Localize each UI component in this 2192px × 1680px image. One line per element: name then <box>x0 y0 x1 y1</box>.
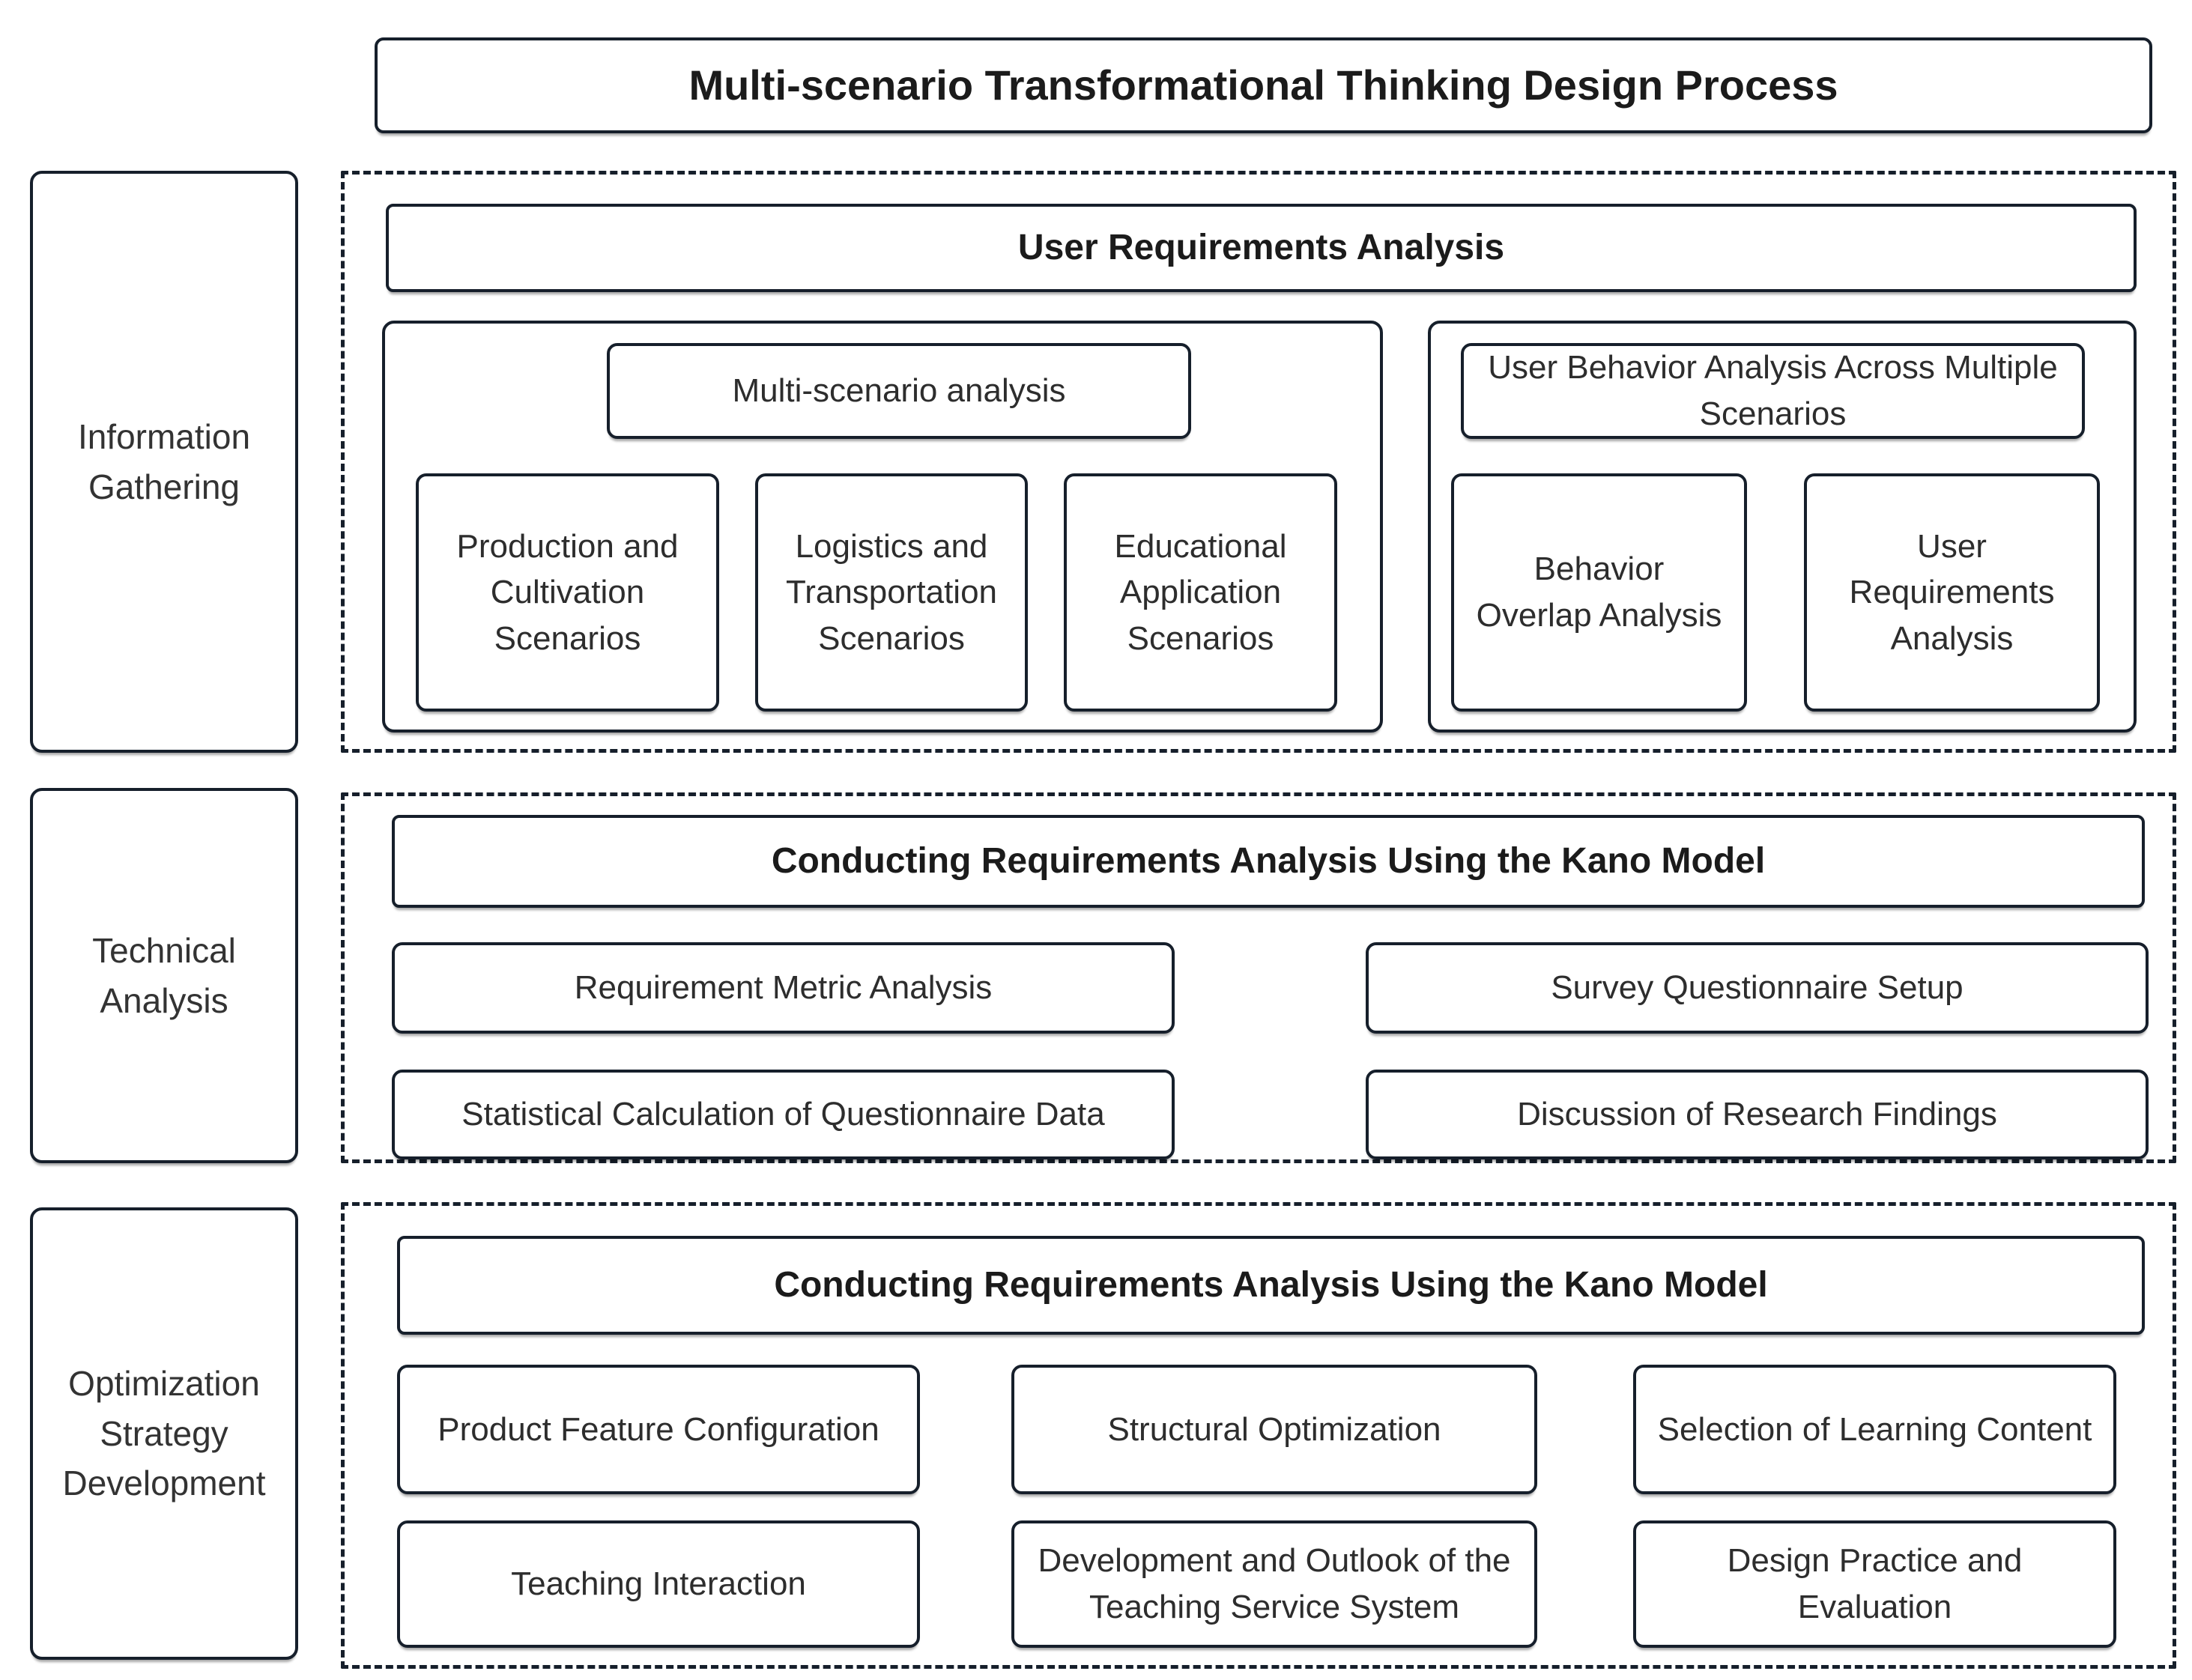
statistical-calculation-box <box>392 1070 1175 1159</box>
box-text: Requirement Metric Analysis <box>574 969 993 1007</box>
box-text: Statistical Calculation of Questionnaire Data <box>461 1096 1105 1133</box>
design-practice-evaluation-box <box>1633 1520 2116 1648</box>
box-text: Discussion of Research Findings <box>1517 1096 1997 1133</box>
requirement-metric-analysis-box <box>392 942 1175 1034</box>
box-text: Logistics and Transportation Scenarios <box>785 527 998 657</box>
box-text: Selection of Learning Content <box>1657 1410 2092 1448</box>
box-text: Educational Application Scenarios <box>1114 527 1287 657</box>
box-text: User Requirements Analysis <box>1849 527 2055 657</box>
structural-optimization-box <box>1011 1365 1537 1494</box>
section-header-text: User Requirements Analysis <box>1017 228 1505 268</box>
box-text: Structural Optimization <box>1107 1410 1441 1448</box>
multi-scenario-analysis-label <box>607 343 1191 439</box>
kano-model-header-optimization <box>397 1236 2145 1335</box>
teaching-interaction-box <box>397 1520 920 1648</box>
logistics-transportation-scenarios-box <box>755 473 1028 712</box>
behavior-overlap-analysis-box <box>1451 473 1747 712</box>
survey-questionnaire-setup-box <box>1366 942 2149 1034</box>
group-header-text: User Behavior Analysis Across Multiple Scenarios <box>1488 349 2058 432</box>
phase-information-gathering <box>30 171 298 753</box>
educational-application-scenarios-box <box>1064 473 1337 712</box>
user-requirements-analysis-box <box>1804 473 2100 712</box>
diagram-title-text: Multi-scenario Transformational Thinking Design Process <box>688 61 1838 109</box>
section-header-text: Conducting Requirements Analysis Using the Kano Model <box>774 1265 1768 1306</box>
kano-model-header-technical <box>392 815 2145 908</box>
discussion-research-findings-box <box>1366 1070 2149 1159</box>
box-text: Survey Questionnaire Setup <box>1551 969 1964 1007</box>
phase-label: Information Gathering <box>77 416 251 506</box>
diagram-title <box>375 37 2152 133</box>
section-header-text: Conducting Requirements Analysis Using the Kano Model <box>771 841 1766 882</box>
box-text: Teaching Interaction <box>511 1565 806 1603</box>
phase-label: Optimization Strategy Development <box>62 1363 266 1503</box>
selection-learning-content-box <box>1633 1365 2116 1494</box>
phase-technical-analysis <box>30 788 298 1163</box>
box-text: Production and Cultivation Scenarios <box>456 527 679 657</box>
production-cultivation-scenarios-box <box>416 473 719 712</box>
user-requirements-analysis-header <box>386 204 2137 292</box>
phase-label: Technical Analysis <box>92 930 236 1020</box>
group-header-text: Multi-scenario analysis <box>732 372 1066 410</box>
phase-optimization-strategy-development <box>30 1207 298 1660</box>
box-text: Design Practice and Evaluation <box>1727 1542 2023 1625</box>
development-outlook-teaching-service-box <box>1011 1520 1537 1648</box>
box-text: Behavior Overlap Analysis <box>1476 551 1722 634</box>
box-text: Product Feature Configuration <box>438 1410 879 1448</box>
user-behavior-analysis-label <box>1461 343 2085 439</box>
box-text: Development and Outlook of the Teaching Service System <box>1038 1542 1511 1625</box>
product-feature-configuration-box <box>397 1365 920 1494</box>
